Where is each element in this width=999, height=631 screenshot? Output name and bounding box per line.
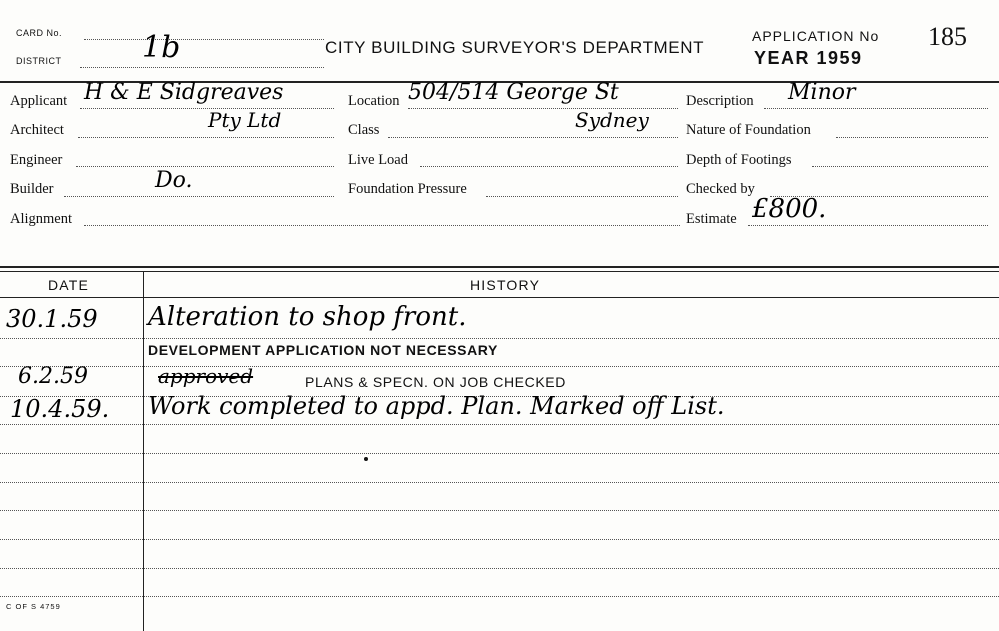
- builder-label: Builder: [10, 181, 54, 197]
- engineer-dotline: [76, 166, 334, 167]
- row-line: [0, 510, 999, 511]
- alignment-dotline: [84, 225, 680, 226]
- history-date-3: 6.2.59: [18, 364, 88, 389]
- table-header-rule: [0, 297, 999, 298]
- department-title: CITY BUILDING SURVEYOR'S DEPARTMENT: [325, 38, 705, 57]
- location-value: 504/514 George St: [408, 80, 619, 105]
- estimate-dotline: [748, 225, 988, 226]
- card-no-dotline: [84, 39, 324, 40]
- builder-dotline: [64, 196, 334, 197]
- depth-of-footings-label: Depth of Footings: [686, 152, 792, 168]
- nature-of-foundation-label: Nature of Foundation: [686, 122, 811, 138]
- district-dotline: [80, 67, 324, 68]
- history-column-header: HISTORY: [470, 277, 541, 293]
- foundation-pressure-dotline: [486, 196, 678, 197]
- applicant-value: H & E Sidgreaves: [84, 80, 284, 105]
- row-line: [0, 482, 999, 483]
- description-label: Description: [686, 93, 754, 109]
- description-dotline: [764, 108, 988, 109]
- district-label: DISTRICT: [16, 56, 62, 66]
- table-top-rule-2: [0, 271, 999, 272]
- description-value: Minor: [788, 80, 856, 105]
- applicant-value-2: Pty Ltd: [208, 108, 282, 132]
- class-label: Class: [348, 122, 380, 138]
- date-column-header: DATE: [48, 277, 90, 293]
- application-label: APPLICATION No: [752, 28, 880, 44]
- builder-value: Do.: [155, 168, 193, 193]
- row-line: [0, 453, 999, 454]
- architect-label: Architect: [10, 122, 64, 138]
- application-number: 185: [928, 22, 967, 51]
- location-value-2: Sydney: [575, 108, 649, 132]
- live-load-label: Live Load: [348, 152, 408, 168]
- alignment-label: Alignment: [10, 211, 73, 227]
- depth-dotline: [812, 166, 988, 167]
- history-stamp-plans: PLANS & SPECN. ON JOB CHECKED: [305, 374, 566, 390]
- architect-dotline: [78, 137, 334, 138]
- nature-dotline: [836, 137, 988, 138]
- location-label: Location: [348, 93, 400, 109]
- engineer-label: Engineer: [10, 152, 63, 168]
- row-line: [0, 539, 999, 540]
- checked-by-label: Checked by: [686, 181, 755, 197]
- class-dotline: [388, 137, 678, 138]
- history-date-4: 10.4.59.: [10, 395, 110, 423]
- applicant-label: Applicant: [10, 93, 68, 109]
- table-top-rule-1: [0, 266, 999, 268]
- row-line: [0, 568, 999, 569]
- ink-dot: [364, 457, 368, 461]
- estimate-value: £800.: [752, 194, 827, 224]
- column-divider: [143, 272, 144, 631]
- history-struck-word: approved: [158, 364, 254, 388]
- history-entry-1: Alteration to shop front.: [148, 302, 467, 332]
- history-date-1: 30.1.59: [6, 305, 98, 333]
- applicant-dotline: [80, 108, 334, 109]
- live-load-dotline: [420, 166, 678, 167]
- row-line: [0, 596, 999, 597]
- foundation-pressure-label: Foundation Pressure: [348, 181, 467, 197]
- history-stamp-development: DEVELOPMENT APPLICATION NOT NECESSARY: [148, 342, 498, 358]
- row-line: [0, 338, 999, 339]
- district-value: 1b: [142, 30, 181, 65]
- row-line: [0, 424, 999, 425]
- card-no-label: CARD No.: [16, 28, 63, 38]
- row-line: [0, 366, 999, 367]
- form-code: C OF S 4759: [6, 602, 61, 611]
- history-entry-4: Work completed to appd. Plan. Marked off List.: [148, 392, 725, 420]
- estimate-label: Estimate: [686, 211, 737, 227]
- year-label: YEAR 1959: [754, 48, 863, 68]
